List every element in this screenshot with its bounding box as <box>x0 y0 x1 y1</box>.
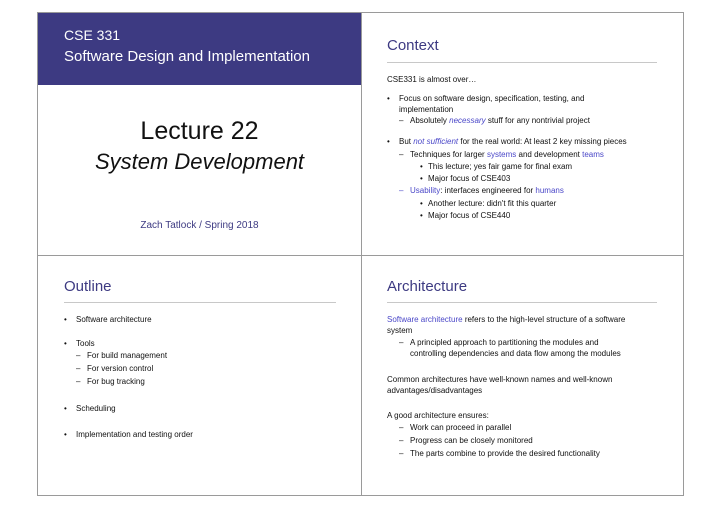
list-item: Focus on software design, specification, testing, and implementation <box>399 94 585 114</box>
list-item <box>399 338 403 349</box>
context-slide <box>361 12 684 256</box>
list-item <box>64 315 67 326</box>
slide-title: Outline <box>64 278 112 295</box>
list-item: This lecture; yes fair game for final exam <box>428 162 573 171</box>
list-item <box>64 339 67 350</box>
list-item: Progress can be closely monitored <box>410 436 533 445</box>
bullet-icon: • <box>420 174 423 183</box>
list-item <box>76 364 80 375</box>
dash-icon: – <box>399 449 404 458</box>
outline-slide <box>37 255 362 496</box>
list-item <box>76 351 80 362</box>
list-item: Techniques for larger systems and development teams <box>410 150 604 159</box>
dash-icon: – <box>399 423 404 432</box>
list-item <box>399 116 403 127</box>
bullet-icon: • <box>64 315 67 324</box>
architecture-slide <box>361 255 684 496</box>
list-item <box>420 199 423 210</box>
list-item: But not sufficient for the real world: At least 2 key missing pieces <box>399 137 627 146</box>
list-item <box>399 150 403 161</box>
list-item: Software architecture <box>76 315 152 324</box>
dash-icon: – <box>399 186 404 195</box>
bullet-icon: • <box>64 430 67 439</box>
list-item: For version control <box>87 364 154 373</box>
list-item <box>399 449 403 460</box>
list-item <box>64 430 67 441</box>
list-item: Major focus of CSE440 <box>428 211 511 220</box>
dash-icon: – <box>76 351 81 360</box>
architecture-paragraph: A good architecture ensures: <box>387 411 489 420</box>
bullet-icon: • <box>64 339 67 348</box>
list-item: Usability: interfaces engineered for humans <box>410 186 564 195</box>
dash-icon: – <box>399 116 404 125</box>
dash-icon: – <box>399 436 404 445</box>
lecture-number: Lecture 22 <box>140 117 259 145</box>
list-item: For bug tracking <box>87 377 145 386</box>
list-item: Work can proceed in parallel <box>410 423 512 432</box>
bullet-icon: • <box>420 211 423 220</box>
list-item: Major focus of CSE403 <box>428 174 511 183</box>
title-divider <box>64 302 336 303</box>
list-item <box>420 162 423 173</box>
slide-title: Architecture <box>387 278 468 295</box>
dash-icon: – <box>399 338 404 347</box>
list-item <box>399 436 403 447</box>
dash-icon: – <box>76 364 81 373</box>
author-line: Zach Tatlock / Spring 2018 <box>140 220 259 231</box>
list-item: Implementation and testing order <box>76 430 193 439</box>
list-item <box>420 174 423 185</box>
slide-title: Context <box>387 37 439 54</box>
context-intro: CSE331 is almost over… <box>387 75 477 84</box>
list-item: Tools <box>76 339 95 348</box>
bullet-icon: • <box>420 199 423 208</box>
list-item: Another lecture: didn't fit this quarter <box>428 199 557 208</box>
list-item: The parts combine to provide the desired functionality <box>410 449 600 458</box>
bullet-icon: • <box>387 94 390 103</box>
course-name: Software Design and Implementation <box>64 48 310 65</box>
list-item: A principled approach to partitioning the modules and controlling dependencies and data flow among the modules <box>410 338 621 358</box>
architecture-definition: Software architecture refers to the high-level structure of a software system <box>387 315 626 335</box>
title-slide <box>37 12 362 256</box>
list-item <box>387 137 390 148</box>
dash-icon: – <box>76 377 81 386</box>
title-divider <box>387 62 657 63</box>
bullet-icon: • <box>420 162 423 171</box>
list-item <box>399 423 403 434</box>
title-banner <box>38 13 361 85</box>
architecture-paragraph: Common architectures have well-known names and well-known advantages/disadvantages <box>387 375 613 395</box>
bullet-icon: • <box>387 137 390 146</box>
title-divider <box>387 302 657 303</box>
list-item <box>399 186 403 197</box>
lecture-title: System Development <box>94 149 305 174</box>
list-item <box>64 404 67 415</box>
list-item <box>420 211 423 222</box>
bullet-icon: • <box>64 404 67 413</box>
list-item: For build management <box>87 351 168 360</box>
list-item <box>76 377 80 388</box>
list-item: Scheduling <box>76 404 116 413</box>
dash-icon: – <box>399 150 404 159</box>
list-item: Absolutely necessary stuff for any nontrivial project <box>410 116 590 125</box>
course-number: CSE 331 <box>64 27 121 43</box>
